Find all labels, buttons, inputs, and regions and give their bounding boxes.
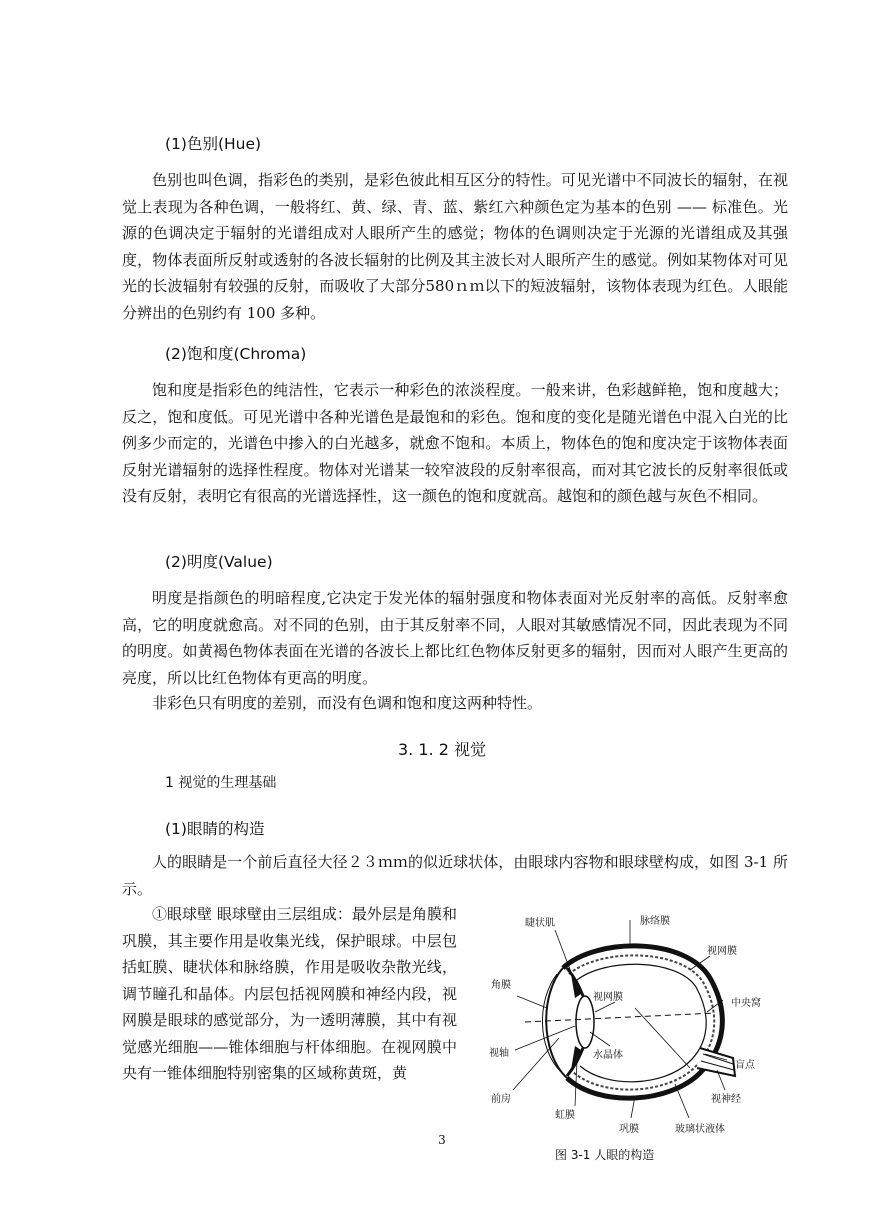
label-retina-inner: 视网膜 (593, 992, 623, 1003)
label-optic-nerve: 视神经 (711, 1094, 741, 1105)
label-sclera: 巩膜 (619, 1124, 639, 1135)
label-vitreous: 玻璃状液体 (675, 1124, 725, 1135)
label-anterior: 前房 (491, 1094, 511, 1105)
label-blind-spot: 盲点 (735, 1060, 755, 1071)
heading-chroma: (2)饱和度(Chroma) (165, 345, 307, 363)
paragraph-value: 明度是指颜色的明暗程度,它决定于发光体的辐射强度和物体表面对光反射率的高低。反射率愈高，它的明度就愈高。对不同的色别，由于其反射率不同，人眼对其敏感情况不同，因此表现为不同的明度。如黄褐色物体表面在光谱的各波长上都比红色物体反射更多的辐射，因而对人眼产生更高的亮度，所以比红色物体有更高的明度。 (122, 589, 788, 687)
section-title: 3. 1. 2 视觉 (398, 740, 486, 759)
label-cornea: 角膜 (491, 980, 511, 991)
label-fovea: 中央窝 (731, 998, 761, 1009)
heading-hue: (1)色别(Hue) (165, 135, 262, 153)
paragraph-eye-wall: ①眼球壁 眼球壁由三层组成：最外层是角膜和巩膜，其主要作用是收集光线，保护眼球。中层包括虹膜、睫状体和脉络膜，作用是吸收杂散光线，调节瞳孔和晶体。内层包括视网膜和神经内段，视网膜是眼球的感觉部分，为一透明薄膜，其中有视觉感光细胞——锥体细胞与杆体细胞。在视网膜中央有一锥体细胞特别密集的区域称黄斑，黄 (122, 905, 457, 1082)
paragraph-hue: 色别也叫色调，指彩色的类别，是彩色彼此相互区分的特性。可见光谱中不同波长的辐射，在视觉上表现为各种色调，一般将红、黄、绿、青、蓝、紫红六种颜色定为基本的色别 —— 标准色。光源的色调决定于辐射的光谱组成对人眼所产生的感觉；物体的色调则决定于光源的光谱组成及其强度，物体表面所反射或透射的各波长辐射的比例及其主波长对人眼所产生的感觉。例如某物体对可见光的长波辐射有较强的反射，而吸收了大部分580ｎｍ以下的短波辐射，该物体表现为红色。人眼能分辨出的色别约有 100 多种。 (122, 171, 788, 322)
heading-value: (2)明度(Value) (165, 553, 273, 571)
label-ciliary: 睫状肌 (525, 918, 555, 929)
section-subtitle: 1 视觉的生理基础 (165, 775, 277, 791)
label-lens: 水晶体 (593, 1050, 623, 1061)
paragraph-chroma: 饱和度是指彩色的纯洁性，它表示一种彩色的浓淡程度。一般来讲，色彩越鲜艳，饱和度越大；反之，饱和度低。可见光谱中各种光谱色是最饱和的彩色。饱和度的变化是随光谱色中混入白光的比例多少而定的，光谱色中掺入的白光越多，就愈不饱和。本质上，物体色的饱和度决定于该物体表面反射光谱辐射的选择性程度。物体对光谱某一较窄波段的反射率很高，而对其它波长的反射率很低或没有反射，表明它有很高的光谱选择性，这一颜色的饱和度就高。越饱和的颜色越与灰色不相同。 (122, 381, 788, 505)
eye-diagram (485, 908, 775, 1156)
label-choroid: 脉络膜 (640, 916, 670, 927)
paragraph-achromatic: 非彩色只有明度的差别，而没有色调和饱和度这两种特性。 (152, 694, 543, 712)
figure-caption: 图 3-1 人眼的构造 (555, 1148, 655, 1162)
paragraph-eye-intro: 人的眼睛是一个前后直径大径２３ｍｍ的似近球状体，由眼球内容物和眼球壁构成，如图 3-1 所示。 (122, 853, 788, 898)
label-axis: 视轴 (489, 1048, 509, 1059)
label-iris: 虹膜 (555, 1110, 575, 1121)
heading-eye-structure: (1)眼睛的构造 (165, 820, 265, 838)
label-retina-top: 视网膜 (707, 946, 737, 957)
page-number: 3 (438, 1133, 446, 1147)
